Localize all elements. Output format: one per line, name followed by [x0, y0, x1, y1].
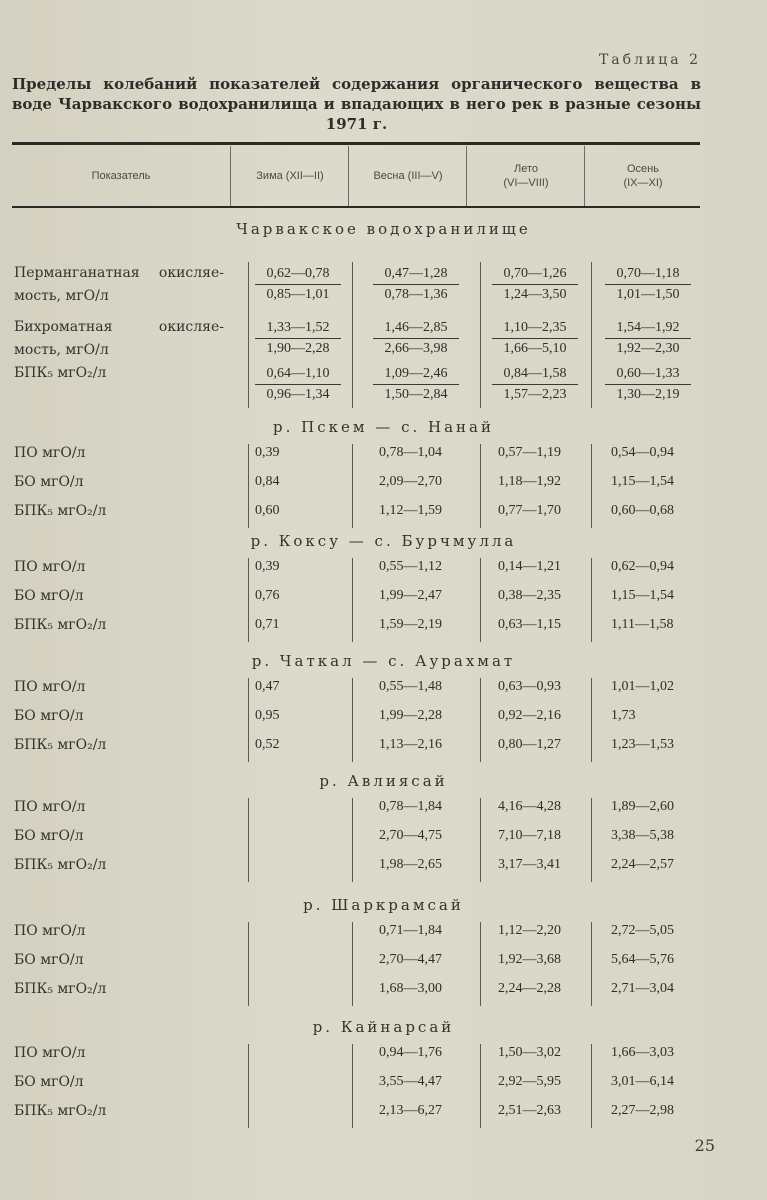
cell-winter: 0,39 — [255, 445, 280, 460]
cell-summer: 1,12—2,20 — [498, 923, 561, 938]
row-label: ПО мгО/л — [14, 679, 86, 695]
column-divider — [248, 678, 249, 762]
fraction-summer — [492, 318, 578, 359]
fraction-numerator: 1,09—2,46 — [373, 364, 459, 385]
header-summer — [466, 146, 585, 206]
cell-autumn: 1,15—1,54 — [611, 588, 674, 603]
column-divider — [352, 922, 353, 1006]
fraction-numerator: 1,54—1,92 — [605, 318, 691, 339]
section-title-river: р. Чаткал — с. Аурахмат — [251, 652, 516, 670]
row-label: БО мгО/л — [14, 952, 84, 968]
fraction-numerator: 0,62—0,78 — [255, 264, 341, 285]
row-label-line: Бихроматная окисляе- — [14, 319, 224, 335]
column-divider — [591, 922, 592, 1006]
cell-autumn: 2,71—3,04 — [611, 981, 674, 996]
row-label — [14, 262, 224, 308]
row-label-line: мость, мгО/л — [14, 342, 109, 358]
fraction-denominator: 0,85—1,01 — [266, 287, 330, 302]
column-divider — [591, 1044, 592, 1128]
fraction-numerator: 1,33—1,52 — [255, 318, 341, 339]
column-divider — [480, 262, 481, 408]
cell-autumn: 0,60—0,68 — [611, 503, 674, 518]
cell-summer: 0,63—0,93 — [498, 679, 561, 694]
cell-summer: 1,92—3,68 — [498, 952, 561, 967]
fraction-summer — [492, 364, 578, 405]
cell-winter: 0,76 — [255, 588, 280, 603]
row-label-line: мость, мгО/л — [14, 288, 109, 304]
row-label: ПО мгО/л — [14, 445, 86, 461]
fraction-denominator: 2,66—3,98 — [384, 341, 448, 356]
cell-spring: 1,59—2,19 — [379, 617, 442, 632]
cell-winter: 0,60 — [255, 503, 280, 518]
cell-spring: 1,68—3,00 — [379, 981, 442, 996]
row-label-line: Перманганатная окисляе- — [14, 265, 224, 281]
cell-autumn: 3,38—5,38 — [611, 828, 674, 843]
cell-spring: 0,71—1,84 — [379, 923, 442, 938]
cell-winter: 0,71 — [255, 617, 280, 632]
fraction-autumn — [605, 318, 691, 359]
row-label — [14, 316, 224, 362]
column-divider — [248, 558, 249, 642]
fraction-numerator: 0,70—1,18 — [605, 264, 691, 285]
column-divider — [480, 444, 481, 528]
cell-spring: 0,78—1,04 — [379, 445, 442, 460]
cell-summer: 0,77—1,70 — [498, 503, 561, 518]
cell-summer: 1,50—3,02 — [498, 1045, 561, 1060]
fraction-numerator: 1,10—2,35 — [492, 318, 578, 339]
row-label: БО мгО/л — [14, 1074, 84, 1090]
cell-winter: 0,39 — [255, 559, 280, 574]
cell-spring: 0,55—1,48 — [379, 679, 442, 694]
cell-autumn: 1,89—2,60 — [611, 799, 674, 814]
fraction-denominator: 1,01—1,50 — [616, 287, 680, 302]
column-divider — [591, 444, 592, 528]
cell-winter: 0,52 — [255, 737, 280, 752]
section-title-river: р. Авлиясай — [319, 772, 448, 790]
fraction-denominator: 1,50—2,84 — [384, 387, 448, 402]
fraction-spring — [373, 364, 459, 405]
cell-autumn: 0,54—0,94 — [611, 445, 674, 460]
header-winter: Зима (XII—II) — [230, 146, 349, 206]
table-caption: Пределы колебаний показателей содержания органического вещества в воде Чарвакского водохранилища и впадающих в него рек в разные сезоны 1971 г. — [12, 75, 701, 133]
fraction-denominator: 1,57—2,23 — [503, 387, 567, 402]
cell-summer: 1,18—1,92 — [498, 474, 561, 489]
cell-winter: 0,84 — [255, 474, 280, 489]
column-divider — [480, 798, 481, 882]
cell-autumn: 1,66—3,03 — [611, 1045, 674, 1060]
column-divider — [591, 262, 592, 408]
cell-winter: 0,47 — [255, 679, 280, 694]
column-divider — [352, 262, 353, 408]
cell-spring: 1,13—2,16 — [379, 737, 442, 752]
fraction-autumn — [605, 264, 691, 305]
row-label: БПК₅ мгО₂/л — [14, 503, 107, 519]
cell-spring: 2,70—4,47 — [379, 952, 442, 967]
section-title-river: р. Коксу — с. Бурчмулла — [250, 532, 517, 550]
cell-autumn: 0,62—0,94 — [611, 559, 674, 574]
column-divider — [352, 798, 353, 882]
cell-spring: 2,13—6,27 — [379, 1103, 442, 1118]
column-divider — [248, 798, 249, 882]
column-divider — [591, 558, 592, 642]
section-title-river: р. Пскем — с. Нанай — [273, 418, 494, 436]
row-label: БО мгО/л — [14, 708, 84, 724]
fraction-winter — [255, 364, 341, 405]
header-autumn-name: Осень — [627, 163, 659, 175]
section-title-river: р. Шаркрамсай — [303, 896, 464, 914]
fraction-numerator: 0,47—1,28 — [373, 264, 459, 285]
cell-autumn: 1,11—1,58 — [611, 617, 674, 632]
table-label: Таблица 2 — [598, 52, 701, 68]
header-autumn-months: (IX—XI) — [623, 177, 663, 189]
fraction-winter — [255, 264, 341, 305]
column-divider — [352, 1044, 353, 1128]
fraction-numerator: 0,84—1,58 — [492, 364, 578, 385]
cell-spring: 0,55—1,12 — [379, 559, 442, 574]
cell-summer: 2,51—2,63 — [498, 1103, 561, 1118]
fraction-denominator: 1,92—2,30 — [616, 341, 680, 356]
column-divider — [480, 558, 481, 642]
fraction-denominator: 0,96—1,34 — [266, 387, 330, 402]
header-indicator: Показатель — [91, 170, 151, 182]
cell-spring: 1,99—2,28 — [379, 708, 442, 723]
cell-summer: 0,57—1,19 — [498, 445, 561, 460]
row-label: БПК₅ мгО₂/л — [14, 737, 107, 753]
row-label: БО мгО/л — [14, 828, 84, 844]
row-label: БПК₅ мгО₂/л — [14, 365, 107, 381]
section-title-reservoir: Чарвакское водохранилище — [236, 220, 531, 238]
cell-summer: 2,24—2,28 — [498, 981, 561, 996]
cell-summer: 0,63—1,15 — [498, 617, 561, 632]
row-label: БПК₅ мгО₂/л — [14, 1103, 107, 1119]
cell-autumn: 5,64—5,76 — [611, 952, 674, 967]
cell-summer: 0,80—1,27 — [498, 737, 561, 752]
column-divider — [480, 678, 481, 762]
cell-summer: 4,16—4,28 — [498, 799, 561, 814]
cell-summer: 3,17—3,41 — [498, 857, 561, 872]
column-divider — [248, 262, 249, 408]
row-label: БО мгО/л — [14, 474, 84, 490]
cell-autumn: 1,01—1,02 — [611, 679, 674, 694]
fraction-winter — [255, 318, 341, 359]
cell-autumn: 1,23—1,53 — [611, 737, 674, 752]
column-divider — [352, 558, 353, 642]
fraction-denominator: 1,90—2,28 — [266, 341, 330, 356]
cell-autumn: 1,73 — [611, 708, 636, 723]
cell-autumn: 1,15—1,54 — [611, 474, 674, 489]
cell-spring: 1,99—2,47 — [379, 588, 442, 603]
header-bottom-rule — [12, 206, 700, 208]
table-header — [12, 146, 700, 206]
cell-summer: 0,92—2,16 — [498, 708, 561, 723]
row-label: ПО мгО/л — [14, 923, 86, 939]
fraction-numerator: 0,60—1,33 — [605, 364, 691, 385]
cell-summer: 0,14—1,21 — [498, 559, 561, 574]
row-label: БПК₅ мгО₂/л — [14, 617, 107, 633]
cell-spring: 0,94—1,76 — [379, 1045, 442, 1060]
header-summer-name: Лето — [513, 163, 538, 175]
header-summer-months: (VI—VIII) — [503, 177, 549, 189]
cell-autumn: 2,24—2,57 — [611, 857, 674, 872]
fraction-summer — [492, 264, 578, 305]
cell-autumn: 3,01—6,14 — [611, 1074, 674, 1089]
cell-spring: 0,78—1,84 — [379, 799, 442, 814]
column-divider — [591, 798, 592, 882]
column-divider — [248, 922, 249, 1006]
column-divider — [248, 1044, 249, 1128]
fraction-spring — [373, 318, 459, 359]
fraction-numerator: 0,64—1,10 — [255, 364, 341, 385]
column-divider — [591, 678, 592, 762]
header-spring: Весна (III—V) — [348, 146, 467, 206]
row-label: ПО мгО/л — [14, 1045, 86, 1061]
fraction-spring — [373, 264, 459, 305]
cell-autumn: 2,72—5,05 — [611, 923, 674, 938]
fraction-numerator: 1,46—2,85 — [373, 318, 459, 339]
column-divider — [248, 444, 249, 528]
cell-spring: 3,55—4,47 — [379, 1074, 442, 1089]
cell-autumn: 2,27—2,98 — [611, 1103, 674, 1118]
cell-summer: 2,92—5,95 — [498, 1074, 561, 1089]
row-label: ПО мгО/л — [14, 559, 86, 575]
page-number: 25 — [694, 1136, 715, 1155]
cell-summer: 0,38—2,35 — [498, 588, 561, 603]
header-top-rule — [12, 142, 700, 145]
fraction-numerator: 0,70—1,26 — [492, 264, 578, 285]
cell-summer: 7,10—7,18 — [498, 828, 561, 843]
column-divider — [352, 444, 353, 528]
fraction-denominator: 1,24—3,50 — [503, 287, 567, 302]
cell-spring: 2,09—2,70 — [379, 474, 442, 489]
header-autumn — [584, 146, 701, 206]
column-divider — [480, 922, 481, 1006]
cell-spring: 2,70—4,75 — [379, 828, 442, 843]
fraction-denominator: 0,78—1,36 — [384, 287, 448, 302]
fraction-denominator: 1,30—2,19 — [616, 387, 680, 402]
row-label: ПО мгО/л — [14, 799, 86, 815]
column-divider — [480, 1044, 481, 1128]
cell-winter: 0,95 — [255, 708, 280, 723]
fraction-denominator: 1,66—5,10 — [503, 341, 567, 356]
row-label: БПК₅ мгО₂/л — [14, 857, 107, 873]
cell-spring: 1,98—2,65 — [379, 857, 442, 872]
section-title-river: р. Кайнарсай — [312, 1018, 455, 1036]
row-label: БПК₅ мгО₂/л — [14, 981, 107, 997]
cell-spring: 1,12—1,59 — [379, 503, 442, 518]
fraction-autumn — [605, 364, 691, 405]
column-divider — [352, 678, 353, 762]
row-label: БО мгО/л — [14, 588, 84, 604]
